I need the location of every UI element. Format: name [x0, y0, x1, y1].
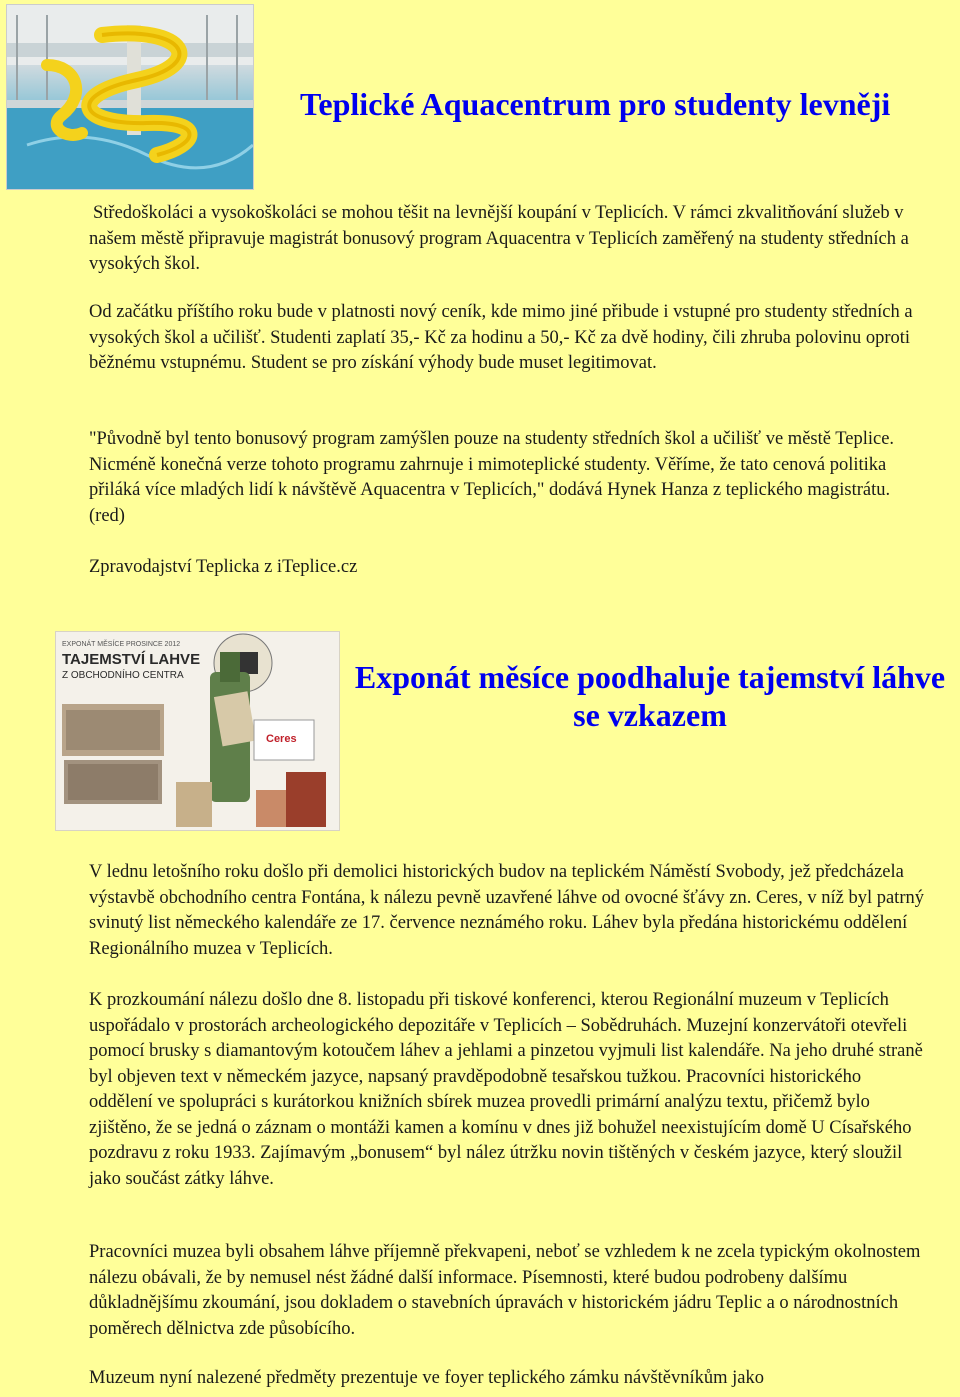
article-paragraph: V lednu letošního roku došlo při demolici historických budov na teplickém Náměstí Svobody, jež předcházela výstavbě obchodního centra Fontána, k nálezu pevně uzavřené láhve od ovocné šťávy zn. Ceres, v níž byl patrný svinutý list německého kalendáře ze 17. července neznámého roku. Láhev byla předána historickému oddělení Regionálního muzea v Teplicích. [89, 862, 924, 959]
exhibit-poster [55, 631, 340, 831]
aquapark-photo [6, 4, 254, 190]
poster-label: Ceres [266, 733, 297, 745]
article-title: Exponát měsíce poodhaluje tajemství láhve se vzkazem [354, 659, 946, 733]
article-paragraph: Pracovníci muzea byli obsahem láhve příjemně překvapeni, neboť se vzhledem k ne zcela typickým okolnostem nálezu obávali, že by nemusel nést žádné další informace. Písemnosti, které budou podrobeny dalšímu důkladnějšímu zkoumání, jsou dokladem o stavebních úpravách v historickém jádru Teplic a o národnostních poměrech dělnictva zde působícího. [89, 1242, 921, 1339]
article-paragraph: Od začátku příštího roku bude v platnosti nový ceník, kde mimo jiné přibude i vstupné pro studenty středních a vysokých škol a učilišť. Studenti zaplatí 35,- Kč za hodinu a 50,- Kč za dvě hodiny, čili zhruba polovinu oproti běžnému vstupnému. Student se pro získání výhody bude muset legitimovat. [89, 302, 913, 373]
article-paragraph: "Původně byl tento bonusový program zamýšlen pouze na studenty středních škol a učilišť ve městě Teplice. Nicméně konečná verze tohoto programu zahrnuje i mimoteplické studenty. Věříme, že tato cenová politika přiláká více mladých lidí k návštěvě Aquacentra v Teplicích," dodává Hynek Hanza z teplického magistrátu. (red) [89, 429, 895, 526]
article-paragraph: K prozkoumání nálezu došlo dne 8. listopadu při tiskové konferenci, kterou Regionální muzeum v Teplicích uspořádalo v prostorách archeologického depozitáře v Teplicích – Sobědruhách. Muzejní konzervátoři otevřeli pomocí brusky s diamantovým kotoučem láhev a jehlami a pinzetou vyjmuli list kalendáře. Na jeho druhé straně byl objeven text v německém jazyce, napsaný pravděpodobně tesařskou tužkou. Pracovníci historického oddělení ve spolupráci s kurátorkou knižních sbírek muzea provedli primární analýzu textu, přičemž bylo zjištěno, že se jedná o záznam o montáži kamen a komínu v dnes již bohužel neexistujícím domě U Císařského pozdravu z roku 1933. Zajímavým „bonusem“ byl nález útržku novin tištěných v českém jazyce, který sloužil jako součást zátky láhve. [89, 990, 923, 1189]
article-paragraph: Muzeum nyní nalezené předměty prezentuje ve foyer teplického zámku návštěvníkům jako [89, 1368, 764, 1388]
article-title: Teplické Aquacentrum pro studenty levněji [300, 86, 891, 122]
poster-line1: EXPONÁT MĚSÍCE PROSINCE 2012 [62, 641, 181, 648]
article-source: Zpravodajství Teplicka z iTeplice.cz [89, 557, 358, 577]
article-paragraph: Středoškoláci a vysokoškoláci se mohou těšit na levnější koupání v Teplicích. V rámci zkvalitňování služeb v našem městě připravuje magistrát bonusový program Aquacentra v Teplicích zaměřený na studenty středních a vysokých škol. [89, 203, 909, 274]
poster-line3: Z OBCHODNÍHO CENTRA [62, 670, 184, 681]
poster-line2: TAJEMSTVÍ LAHVE [62, 651, 201, 668]
